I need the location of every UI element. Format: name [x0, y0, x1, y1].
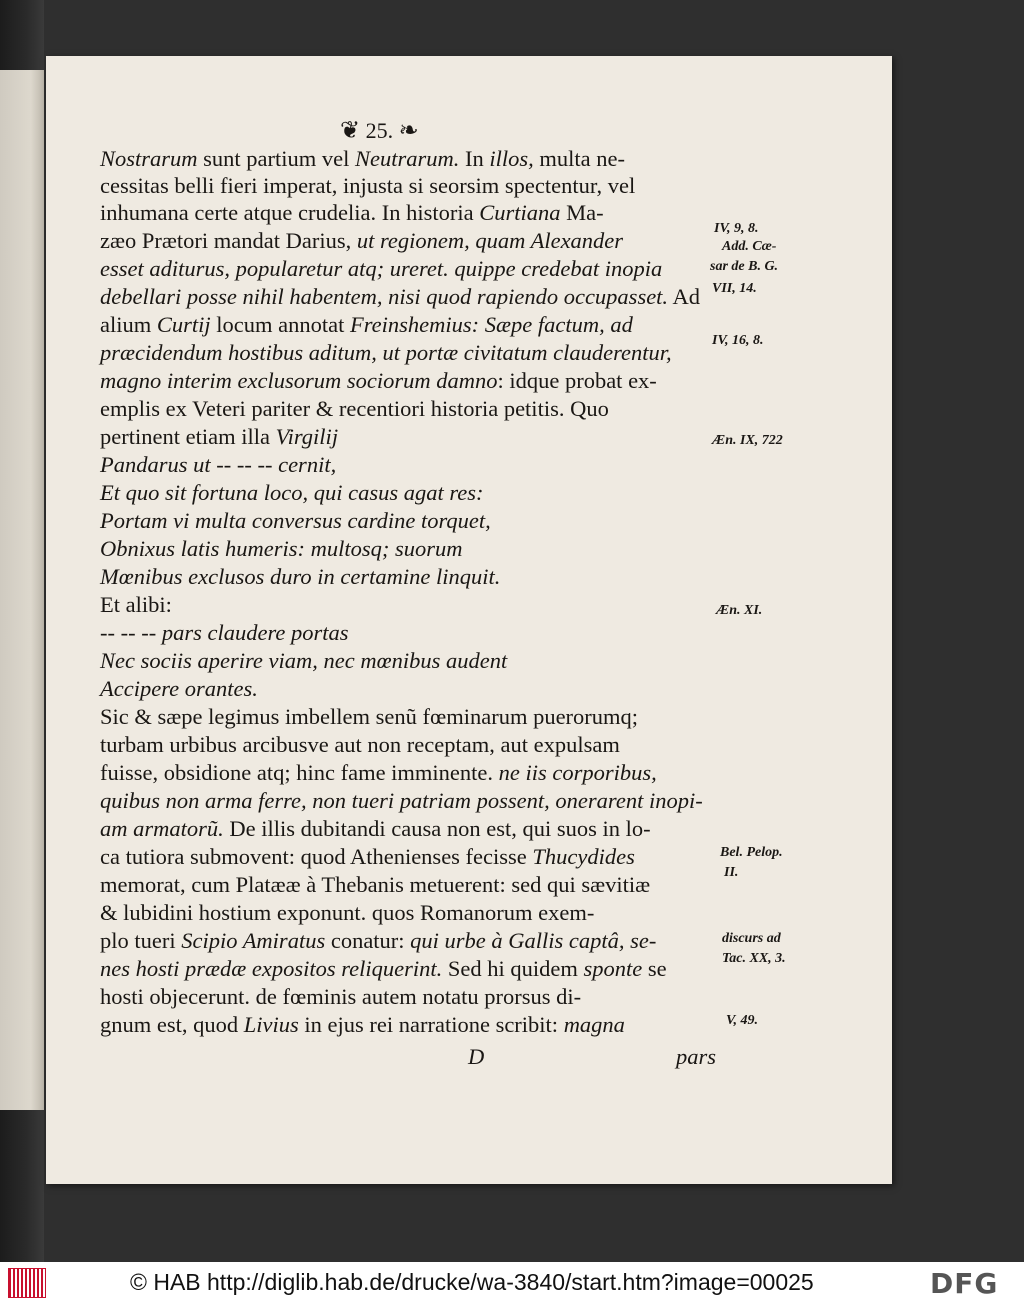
italic-segment: qui urbe à Gallis captâ, se- — [410, 928, 657, 953]
italic-segment: Sæpe factum, ad — [484, 312, 633, 337]
text-segment: plo tueri — [100, 928, 182, 953]
italic-segment: Mœnibus exclusos duro in certamine linquit. — [100, 564, 501, 589]
copyright-link[interactable]: © HAB http://diglib.hab.de/drucke/wa-3840/start.htm?image=00025 — [130, 1269, 814, 1295]
text-line — [100, 958, 667, 981]
text-segment: gnum est, quod — [100, 1012, 244, 1037]
text-segment: De illis dubitandi causa non est, qui suos in lo- — [223, 816, 651, 841]
text-segment: : idque probat ex- — [497, 368, 657, 393]
text-line — [100, 202, 604, 225]
text-line — [100, 538, 463, 561]
text-line — [100, 762, 657, 785]
italic-segment: Pandarus ut -- -- -- cernit, — [100, 452, 337, 477]
italic-segment: debellari posse nihil habentem, nisi quod rapiendo occupasset. — [100, 284, 669, 309]
adjacent-page-edge — [0, 70, 44, 1110]
footer-bar — [0, 1262, 1024, 1302]
text-segment: Ad — [668, 284, 700, 309]
text-line — [100, 482, 484, 505]
text-line — [100, 258, 662, 281]
text-segment: turbam urbibus arcibusve aut non receptam, aut expulsam — [100, 732, 620, 757]
text-line — [100, 426, 338, 449]
italic-segment: ut regionem, quam Alexander — [356, 228, 624, 253]
text-line — [100, 1014, 625, 1037]
italic-segment: præcidendum hostibus aditum, ut portæ civitatum clauderentur, — [100, 340, 672, 365]
text-segment: pertinent etiam illa — [100, 424, 276, 449]
text-line — [100, 706, 638, 729]
text-line — [100, 342, 672, 365]
text-line — [100, 148, 625, 171]
text-segment: locum annotat — [210, 312, 350, 337]
margin-note: Æn. IX, 722 — [712, 433, 783, 448]
text-line — [100, 874, 650, 897]
margin-note: Tac. XX, 3. — [722, 951, 786, 966]
page-header — [340, 116, 419, 145]
italic-segment: Obnixus latis humeris: multosq; suorum — [100, 536, 463, 561]
margin-note: VII, 14. — [712, 281, 757, 296]
signature-mark: D — [468, 1044, 485, 1069]
margin-note: discurs ad — [722, 931, 781, 946]
margin-note: V, 49. — [726, 1013, 759, 1028]
text-line — [100, 594, 172, 617]
italic-segment: ne iis corporibus, — [498, 760, 657, 785]
italic-segment: magna — [563, 1012, 625, 1037]
catchword: pars — [676, 1044, 717, 1069]
italic-segment: Nec sociis aperire viam, nec mœnibus audent — [100, 648, 508, 673]
text-segment: Ma- — [560, 200, 604, 225]
italic-segment: Curtiana — [479, 200, 561, 225]
text-line — [100, 286, 700, 309]
italic-segment: am armatorũ. — [100, 816, 224, 841]
text-segment: In — [459, 146, 490, 171]
text-segment: alium — [100, 312, 157, 337]
italic-segment: esset aditurus, popularetur atq; ureret. quippe credebat inopia — [100, 256, 663, 281]
page-number: 25. — [365, 118, 394, 143]
text-line — [100, 175, 635, 198]
ornament-left-icon: ❦ — [340, 118, 361, 144]
text-segment: fuisse, obsidione atq; hinc fame imminente. — [100, 760, 499, 785]
italic-segment: illos, — [489, 146, 534, 171]
italic-segment: Virgilij — [275, 424, 339, 449]
text-segment: hosti objecerunt. de fœminis autem notatu prorsus di- — [100, 984, 582, 1009]
text-line — [100, 622, 349, 645]
margin-note: Æn. XI. — [716, 603, 763, 618]
text-line — [100, 734, 620, 757]
text-segment: emplis ex Veteri pariter & recentiori historia petitis. Quo — [100, 396, 609, 421]
text-segment: ca tutiora submovent: quod Athenienses fecisse — [100, 844, 533, 869]
margin-note: IV, 9, 8. — [714, 221, 759, 236]
text-segment: Et alibi: — [100, 592, 172, 617]
margin-note: Add. Cæ- — [722, 239, 777, 254]
margin-note: IV, 16, 8. — [712, 333, 764, 348]
text-segment: zæo Prætori mandat Darius, — [100, 228, 357, 253]
text-line — [100, 230, 623, 253]
text-line — [100, 930, 656, 953]
text-segment: memorat, cum Platææ à Thebanis metuerent: sed qui sævitiæ — [100, 872, 651, 897]
hab-logo-icon — [8, 1268, 46, 1298]
margin-note: II. — [724, 865, 739, 880]
dfg-logo: DFG — [930, 1267, 999, 1300]
text-line — [100, 314, 633, 337]
italic-segment: sponte — [583, 956, 643, 981]
text-segment: se — [642, 956, 667, 981]
text-line — [100, 454, 336, 477]
italic-segment: nes hosti prædæ expositos reliquerint. — [100, 956, 443, 981]
italic-segment: Curtij — [156, 312, 211, 337]
italic-segment: Freinshemius: — [350, 312, 480, 337]
italic-segment: quibus non arma ferre, non tueri patriam possent, onerarent inopi- — [100, 788, 703, 813]
text-line — [100, 790, 703, 813]
text-segment: multa ne- — [533, 146, 626, 171]
text-line — [100, 818, 651, 841]
margin-note: Bel. Pelop. — [720, 845, 783, 860]
text-line — [100, 902, 594, 925]
text-segment: Sed hi quidem — [442, 956, 584, 981]
margin-note: sar de B. G. — [710, 259, 779, 274]
text-line — [100, 370, 657, 393]
italic-segment: Accipere orantes. — [100, 676, 258, 701]
text-segment: sunt partium vel — [197, 146, 356, 171]
italic-segment: Portam vi multa conversus cardine torquet, — [100, 508, 491, 533]
text-line — [100, 650, 507, 673]
text-segment: in ejus rei narratione scribit: — [298, 1012, 564, 1037]
text-segment: Sic & sæpe legimus imbellem senũ fœminarum puerorumq; — [100, 704, 639, 729]
italic-segment: magno interim exclusorum sociorum damno — [100, 368, 498, 393]
italic-segment: Thucydides — [532, 844, 635, 869]
text-line — [100, 846, 635, 869]
italic-segment: Et quo sit fortuna loco, qui casus agat res: — [100, 480, 484, 505]
italic-segment: -- -- -- pars claudere portas — [100, 620, 349, 645]
text-line — [100, 398, 609, 421]
italic-segment: Scipio Amiratus — [181, 928, 326, 953]
italic-segment: Neutrarum. — [355, 146, 460, 171]
ornament-right-icon: ❧ — [398, 118, 419, 144]
text-segment: & lubidini hostium exponunt. quos Romanorum exem- — [100, 900, 595, 925]
text-line — [100, 986, 581, 1009]
text-line — [100, 566, 500, 589]
text-segment: inhumana certe atque crudelia. In historia — [100, 200, 480, 225]
text-segment: cessitas belli fieri imperat, injusta si seorsim spectentur, vel — [100, 173, 636, 198]
text-line — [100, 678, 258, 701]
text-segment: conatur: — [325, 928, 411, 953]
text-line — [100, 510, 491, 533]
italic-segment: Livius — [243, 1012, 299, 1037]
italic-segment: Nostrarum — [100, 146, 198, 171]
